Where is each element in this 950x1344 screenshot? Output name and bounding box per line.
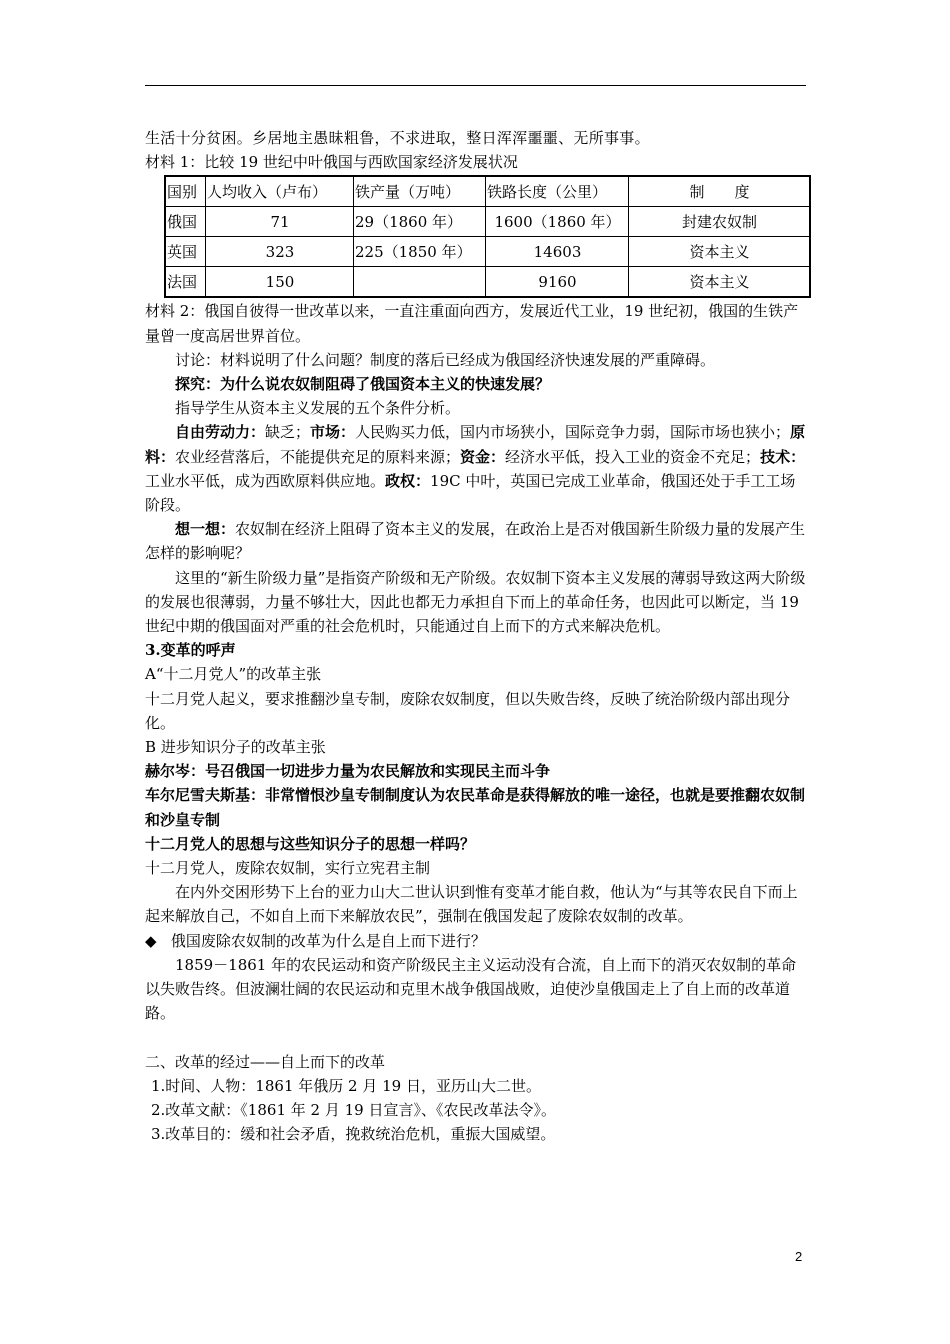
labor-text: 缺乏； bbox=[265, 423, 311, 442]
capital-text: 经济水平低，投入工业的资金不充足； bbox=[505, 447, 761, 466]
tech-label: 技术： bbox=[760, 447, 806, 466]
explain-paragraph: 这里的“新生阶级力量”是指资产阶级和无产阶级。农奴制下资本主义发展的薄弱导致这两大阶级的发展也很薄弱，力量不够壮大，因此也都无力承担自下而上的革命任务，也因此可以断定，当 19 世纪中期的俄国面对严重的社会危机时，只能通过自上而下的方式来解决危机。 bbox=[145, 568, 806, 636]
question-paragraph: 十二月党人的思想与这些知识分子的思想一样吗？ bbox=[145, 834, 476, 853]
power-text: 19C 中叶，英国已完成工业革命，俄国还处于手工工场阶段。 bbox=[145, 471, 796, 515]
guide: 指导学生从资本主义发展的五个条件分析。 bbox=[175, 399, 461, 418]
table-cell: 法国 bbox=[165, 267, 206, 298]
think-text: 农奴制在经济上阻碍了资本主义的发展，在政治上是否对俄国新生阶级力量的发展产生怎样的影响呢？ bbox=[145, 520, 806, 563]
alexander-paragraph: 在内外交困形势下上台的亚力山大二世认识到惟有变革才能自救，他认为“与其等农民自下而上起来解放自己，不如自上而下来解放农民”，强制在俄国发起了废除农奴制的改革。 bbox=[145, 883, 798, 926]
market-text: 人民购买力低，国内市场狭小，国际竞争力弱，国际市场也狭小； bbox=[355, 423, 791, 442]
table-header-cell: 制 度 bbox=[629, 176, 811, 207]
document-body bbox=[145, 126, 810, 1146]
why-text: 俄国废除农奴制的改革为什么是自上而下进行？ bbox=[170, 931, 486, 950]
labor-label: 自由劳动力： bbox=[175, 423, 266, 442]
chernyshevsky-paragraph: 车尔尼雪夫斯基：非常憎恨沙皇专制制度认为农民革命是获得解放的唯一途径，也就是要推翻农奴制和沙皇专制 bbox=[145, 786, 806, 829]
section3-a-text: 十二月党人起义，要求推翻沙皇专制，废除农奴制度，但以失败告终，反映了统治阶级内部出现分化。 bbox=[145, 689, 791, 732]
conditions-paragraph bbox=[145, 420, 810, 517]
table-cell: 225（1850 年） bbox=[354, 237, 486, 267]
market-label: 市场： bbox=[310, 423, 356, 442]
tech-text: 工业水平低，成为西欧原料供应地。 bbox=[145, 471, 386, 490]
answer-paragraph: 十二月党人，废除农奴制，实行立宪君主制 bbox=[145, 859, 431, 878]
table-cell: 资本主义 bbox=[629, 267, 811, 298]
table-cell: 俄国 bbox=[165, 207, 206, 237]
list-item: 2.改革文献：《1861 年 2 月 19 日宣言》、《农民改革法令》。 bbox=[151, 1100, 556, 1119]
think-label: 想一想： bbox=[175, 520, 236, 539]
table-cell: 323 bbox=[206, 237, 354, 267]
why-answer-paragraph: 1859－1861 年的农民运动和资产阶级民主主义运动没有合流，自上而下的消灭农奴制的革命以失败告终。但波澜壮阔的农民运动和克里木战争俄国战败，迫使沙皇俄国走上了自上而的改革道路。 bbox=[145, 955, 797, 1023]
table-cell: 封建农奴制 bbox=[629, 207, 811, 237]
discussion: 讨论：材料说明了什么问题？制度的落后已经成为俄国经济快速发展的严重障碍。 bbox=[175, 350, 716, 369]
table-cell: 9160 bbox=[486, 267, 629, 298]
why-paragraph bbox=[145, 929, 810, 953]
table-cell: 14603 bbox=[486, 237, 629, 267]
table-cell bbox=[354, 267, 486, 298]
blank-line bbox=[145, 1026, 810, 1050]
material2: 材料 2：俄国自彼得一世改革以来，一直注重面向西方，发展近代工业，19 世纪初，俄国的生铁产量曾一度高居世界首位。 bbox=[145, 302, 799, 345]
table-cell: 71 bbox=[206, 207, 354, 237]
herzen-paragraph: 赫尔岑：号召俄国一切进步力量为农民解放和实现民主而斗争 bbox=[145, 762, 551, 781]
table-row bbox=[165, 267, 810, 298]
raw-label: 原料： bbox=[145, 423, 806, 466]
material1-title: 材料 1：比较 19 世纪中叶俄国与西欧国家经济发展状况 bbox=[145, 153, 518, 172]
table-row bbox=[165, 207, 810, 237]
table-cell: 资本主义 bbox=[629, 237, 811, 267]
list-item: 3.改革目的：缓和社会矛盾，挽救统治危机，重振大国威望。 bbox=[151, 1125, 556, 1144]
table-cell: 29（1860 年） bbox=[354, 207, 486, 237]
section2-title: 二、改革的经过——自上而下的改革 bbox=[145, 1052, 386, 1071]
list-item: 1.时间、人物：1861 年俄历 2 月 19 日，亚历山大二世。 bbox=[151, 1076, 541, 1095]
bullet-diamond-icon: ◆ bbox=[145, 931, 157, 950]
table-cell: 英国 bbox=[165, 237, 206, 267]
table-header-cell: 铁产量（万吨） bbox=[354, 176, 486, 207]
table-header-cell: 铁路长度（公里） bbox=[486, 176, 629, 207]
power-label: 政权： bbox=[385, 471, 431, 490]
page-number: 2 bbox=[795, 1249, 803, 1264]
table-header-cell: 国别 bbox=[165, 176, 206, 207]
section3-title: 3.变革的呼声 bbox=[145, 641, 236, 660]
comparison-table bbox=[164, 175, 811, 298]
raw-text: 农业经营落后，不能提供充足的原料来源； bbox=[175, 447, 461, 466]
table-header-row bbox=[165, 176, 810, 207]
section3-b-heading: B 进步知识分子的改革主张 bbox=[145, 738, 326, 757]
explore: 探究：为什么说农奴制阻碍了俄国资本主义的快速发展？ bbox=[175, 375, 551, 394]
header-rule bbox=[145, 85, 806, 86]
table-cell: 1600（1860 年） bbox=[486, 207, 629, 237]
table-header-cell: 人均收入（卢布） bbox=[206, 176, 354, 207]
think-paragraph bbox=[145, 517, 810, 565]
table-cell: 150 bbox=[206, 267, 354, 298]
capital-label: 资金： bbox=[460, 447, 506, 466]
section3-a-heading: A“十二月党人”的改革主张 bbox=[145, 665, 322, 684]
table-row bbox=[165, 237, 810, 267]
paragraph-top: 生活十分贫困。乡居地主愚昧粗鲁，不求进取，整日浑浑噩噩、无所事事。 bbox=[145, 129, 650, 147]
